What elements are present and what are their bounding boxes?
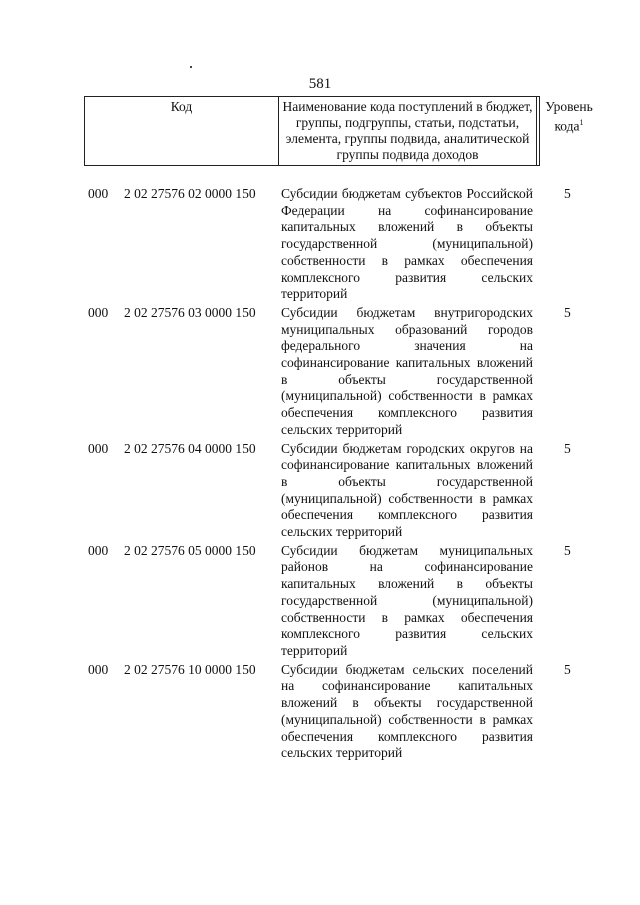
table-row bbox=[84, 186, 571, 303]
row-level: 5 bbox=[564, 542, 571, 558]
table-row bbox=[84, 661, 571, 762]
row-prefix: 000 bbox=[88, 440, 109, 456]
table-row bbox=[84, 542, 571, 660]
header-level-text: Уровень код bbox=[545, 99, 593, 134]
header-level bbox=[537, 99, 601, 135]
row-code: 2 02 27576 04 0000 150 bbox=[124, 440, 256, 456]
table-header bbox=[84, 96, 593, 166]
header-name: Наименование кода поступлений в бюджет, группы, подгруппы, статьи, подстатьи, элемента, группы подвида, аналитической группы подвида доходов bbox=[282, 99, 533, 162]
row-level: 5 bbox=[564, 304, 571, 320]
header-code: Код bbox=[170, 99, 193, 114]
row-prefix: 000 bbox=[88, 661, 109, 677]
row-prefix: 000 bbox=[88, 542, 109, 558]
row-name: Субсидии бюджетам внутригородских муниципальных образований городов федерального значения на софинансирование капитальных вложений в объекты государственной (муниципальной) собственности в рамках обеспечения комплексного развития сельских территорий bbox=[281, 304, 533, 437]
row-name: Субсидии бюджетам субъектов Российской Федерации на софинансирование капитальных вложений в объекты государственной (муниципальной) собственности в рамках обеспечения комплексного развития сельских территорий bbox=[281, 186, 533, 302]
row-code: 2 02 27576 10 0000 150 bbox=[124, 661, 256, 677]
row-name: Субсидии бюджетам муниципальных районов на софинансирование капитальных вложений в объекты государственной (муниципальной) собственности в рамках обеспечения комплексного развития сельских территорий bbox=[281, 542, 533, 658]
row-level: 5 bbox=[564, 440, 571, 456]
table-row bbox=[84, 304, 571, 439]
row-code: 2 02 27576 02 0000 150 bbox=[124, 186, 256, 201]
table-row bbox=[84, 440, 571, 541]
page-number: 581 bbox=[308, 76, 332, 92]
row-prefix: 000 bbox=[88, 186, 109, 201]
row-code: 2 02 27576 03 0000 150 bbox=[124, 304, 256, 320]
scan-speck bbox=[190, 66, 192, 68]
table-body bbox=[84, 186, 571, 764]
header-level-footnote: 1 bbox=[579, 118, 584, 127]
header-level-tail: а bbox=[573, 118, 580, 134]
row-name: Субсидии бюджетам сельских поселений на софинансирование капитальных вложений в объекты государственной (муниципальной) собственности в рамках обеспечения комплексного развития сельских территорий bbox=[281, 661, 533, 761]
row-level: 5 bbox=[564, 186, 571, 201]
row-name: Субсидии бюджетам городских округов на софинансирование капитальных вложений в объекты государственной (муниципальной) собственности в рамках обеспечения комплексного развития сельских территорий bbox=[281, 440, 533, 540]
row-prefix: 000 bbox=[88, 304, 109, 320]
row-code: 2 02 27576 05 0000 150 bbox=[124, 542, 256, 558]
row-level: 5 bbox=[564, 661, 571, 677]
